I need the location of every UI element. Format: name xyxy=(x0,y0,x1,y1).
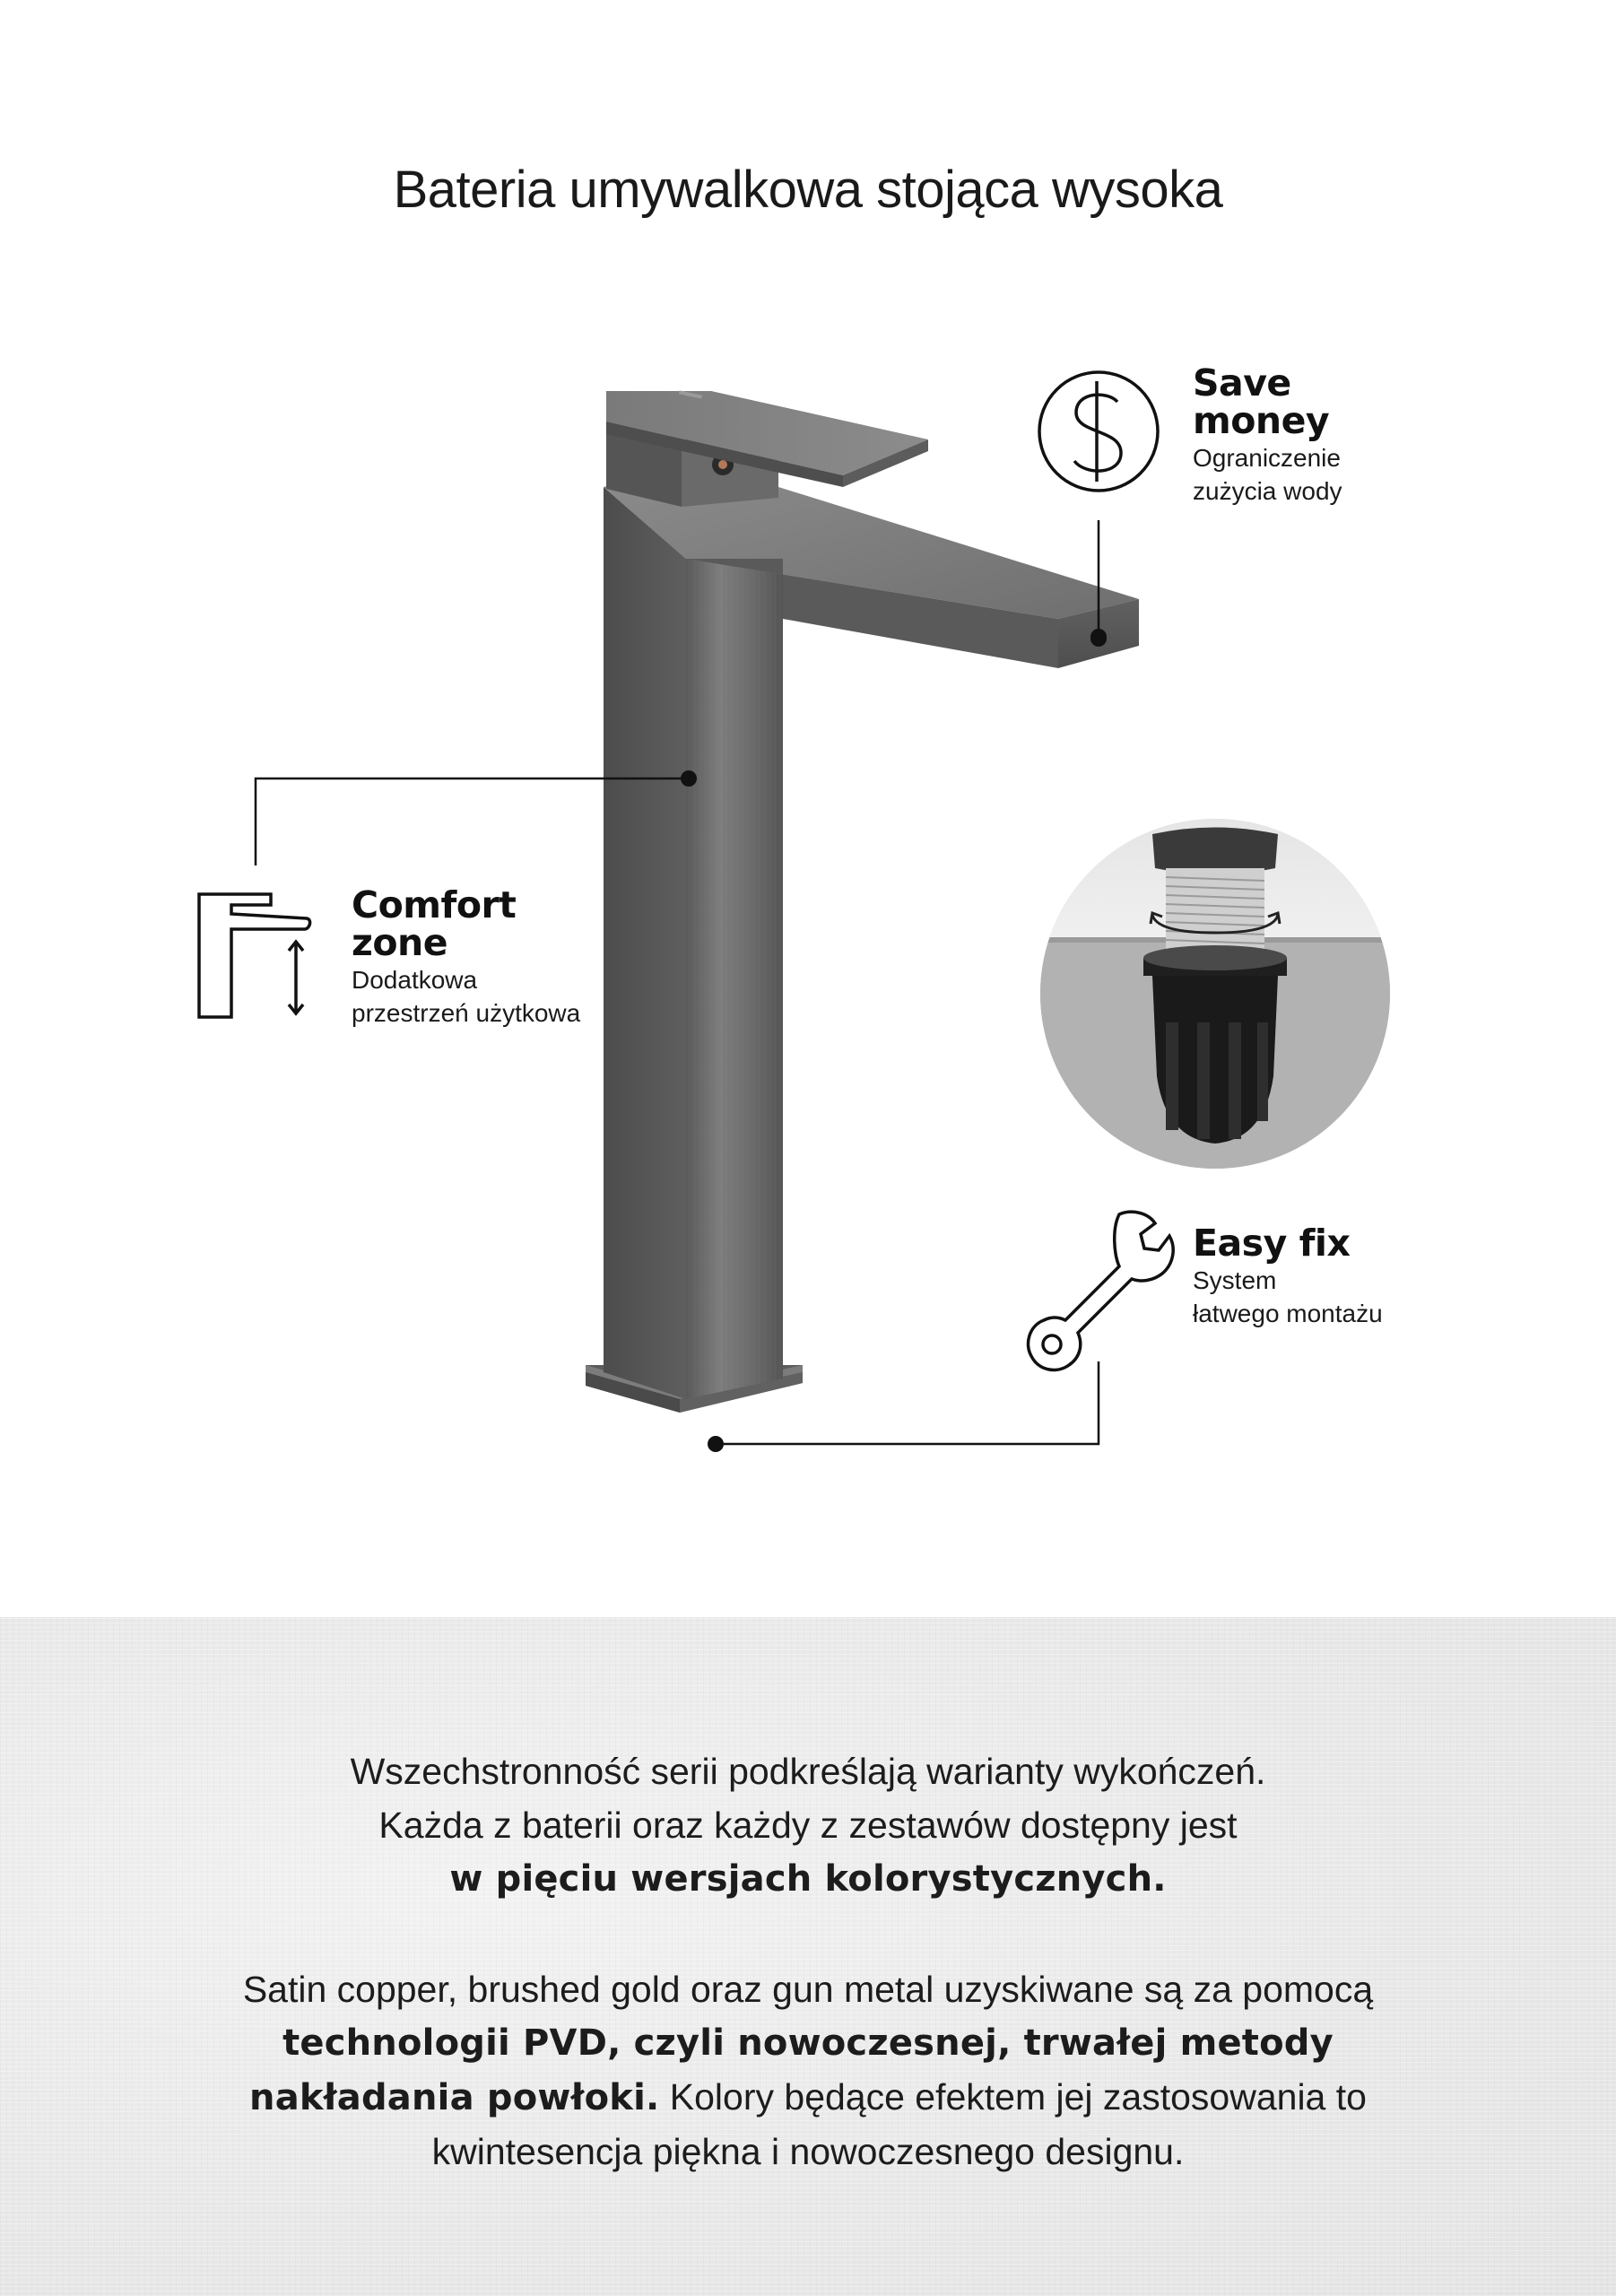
paragraph-line-bold: w pięciu wersjach kolorystycznych. xyxy=(449,1858,1167,1900)
callout-dot-fix xyxy=(708,1436,724,1452)
callout-dot-save xyxy=(1090,631,1107,647)
feature-desc-line: przestrzeń użytkowa xyxy=(352,999,581,1027)
description-paragraph-2 xyxy=(126,1962,1490,2179)
feature-easy-fix xyxy=(1193,1224,1462,1330)
paragraph-inline-regular: Kolory będące efektem jej zastosowania to xyxy=(659,2076,1367,2118)
feature-desc-line: Ograniczenie xyxy=(1193,444,1341,472)
feature-desc-line: Dodatkowa xyxy=(352,966,478,994)
page-title: Bateria umywalkowa stojąca wysoka xyxy=(393,161,1223,219)
feature-description xyxy=(352,963,674,1030)
feature-title xyxy=(1193,361,1462,442)
feature-title-line: Save xyxy=(1193,361,1291,404)
feature-title xyxy=(1193,1222,1462,1265)
feature-title-line: zone xyxy=(352,921,448,964)
paragraph-line: Satin copper, brushed gold oraz gun metal uzyskiwane są za pomocą xyxy=(242,1969,1374,2010)
feature-description xyxy=(1193,1264,1462,1330)
feature-title xyxy=(352,883,674,964)
feature-save-money xyxy=(1193,361,1462,508)
feature-desc-line: łatwego montażu xyxy=(1193,1300,1383,1327)
paragraph-line-bold: technologii PVD, czyli nowoczesnej, trwałej metody xyxy=(282,2022,1334,2064)
paragraph-line: Każda z baterii oraz każdy z zestawów dostępny jest xyxy=(378,1805,1238,1846)
feature-desc-line: zużycia wody xyxy=(1193,477,1342,505)
drain-detail-image xyxy=(1031,807,1408,1176)
feature-title-line: Easy fix xyxy=(1193,1222,1351,1265)
feature-comfort-zone xyxy=(352,883,674,1030)
description-paragraph-1 xyxy=(126,1744,1490,1906)
feature-desc-line: System xyxy=(1193,1266,1277,1294)
wrench-icon xyxy=(1028,1212,1173,1370)
description-panel xyxy=(0,1617,1616,2296)
paragraph-inline-bold: nakładania powłoki. xyxy=(249,2077,660,2118)
feature-description xyxy=(1193,441,1462,508)
dollar-coin-icon xyxy=(1039,372,1158,491)
paragraph-line: kwintesencja piękna i nowoczesnego designu. xyxy=(431,2131,1185,2172)
feature-title-line: money xyxy=(1193,399,1330,442)
paragraph-line: Wszechstronność serii podkreślają warianty wykończeń. xyxy=(350,1751,1266,1792)
callout-dot-comfort xyxy=(681,770,697,787)
paragraph-line-mixed xyxy=(126,2070,1490,2125)
faucet-height-icon xyxy=(199,894,310,1017)
feature-title-line: Comfort xyxy=(352,883,517,926)
